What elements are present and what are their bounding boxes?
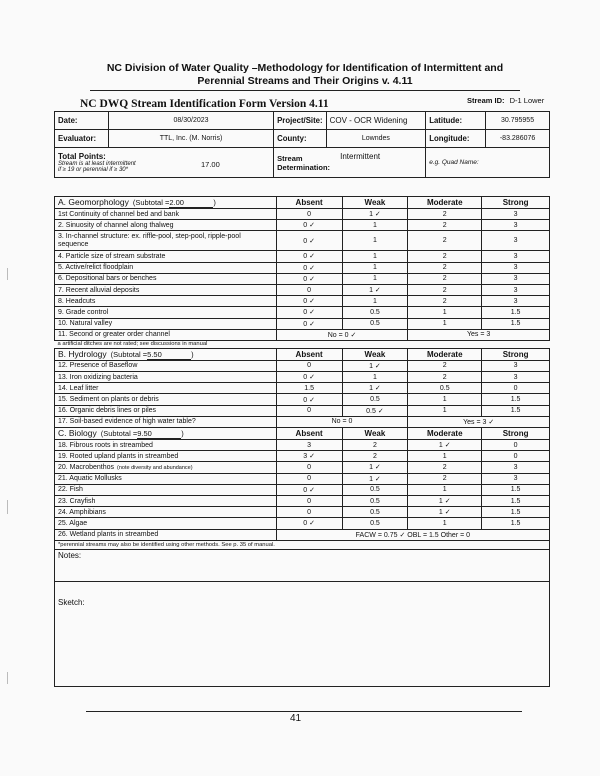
score-absent: 0 ✓ <box>276 307 342 318</box>
quad-name-cell <box>426 148 550 178</box>
score-weak: 1 ✓ <box>342 284 408 295</box>
column-header-moderate: Moderate <box>408 428 482 440</box>
table-row <box>55 518 550 529</box>
score-strong: 1.5 <box>482 307 550 318</box>
evaluator-value: TTL, Inc. (M. Norris) <box>108 130 273 148</box>
latitude-label: Latitude: <box>426 112 486 130</box>
score-weak: 1 <box>342 220 408 231</box>
table-row <box>55 372 550 383</box>
wetland-plant-scores: FACW = 0.75 ✓ OBL = 1.5 Other = 0 <box>276 529 549 540</box>
score-moderate: 1 <box>408 394 482 405</box>
table-row <box>55 462 550 473</box>
subtotal-close: ) <box>181 429 184 438</box>
score-moderate: 1 ✓ <box>408 507 482 518</box>
total-points-cell <box>55 148 274 178</box>
score-moderate: 1 <box>408 318 482 329</box>
date-label: Date: <box>55 112 109 130</box>
score-weak: 0.5 <box>342 495 408 506</box>
table-row <box>55 394 550 405</box>
document-header-line1: NC Division of Water Quality –Methodology for Identification of Intermittent and <box>106 62 504 74</box>
column-header-weak: Weak <box>342 197 408 209</box>
score-strong: 1.5 <box>482 518 550 529</box>
table-row <box>55 451 550 462</box>
score-moderate: 1 <box>408 405 482 416</box>
score-weak: 1 <box>342 273 408 284</box>
column-header-weak: Weak <box>342 428 408 440</box>
determination-label-2: Determination: <box>277 162 331 172</box>
criterion-label: 21. Aquatic Mollusks <box>55 473 277 484</box>
determination-value: Intermittent <box>340 152 381 161</box>
no-score: No = 0 ✓ <box>276 329 408 340</box>
table-row <box>55 251 550 262</box>
score-absent: 0 ✓ <box>276 372 342 383</box>
scoring-table <box>54 196 550 687</box>
score-moderate: 2 <box>408 273 482 284</box>
column-header-absent: Absent <box>276 348 342 360</box>
subtotal-label: (Subtotal = <box>132 198 170 207</box>
criterion-label-note: (note diversity and abundance) <box>117 464 193 471</box>
score-absent: 0 ✓ <box>276 484 342 495</box>
document-header-line2: Perennial Streams and Their Origins v. 4.11 <box>197 75 413 87</box>
section-header-a <box>55 197 550 209</box>
notes-row <box>55 549 550 581</box>
table-row <box>55 273 550 284</box>
column-header-moderate: Moderate <box>408 197 482 209</box>
table-row <box>55 360 550 371</box>
table-row <box>55 383 550 394</box>
longitude-label: Longitude: <box>426 130 486 148</box>
criterion-label: 5. Active/relict floodplain <box>55 262 277 273</box>
score-strong: 3 <box>482 296 550 307</box>
table-row <box>55 231 550 251</box>
score-strong: 3 <box>482 473 550 484</box>
subtotal-label: (Subtotal = <box>110 349 148 359</box>
table-row <box>55 405 550 416</box>
score-absent: 3 ✓ <box>276 451 342 462</box>
county-value: Lowndes <box>326 130 426 148</box>
criterion-label: 14. Leaf litter <box>55 383 277 394</box>
criterion-label: 8. Headcuts <box>55 296 277 307</box>
total-points-note1: Stream is at least intermittent <box>58 161 136 167</box>
section-header-b <box>55 348 550 360</box>
score-absent: 0 <box>276 462 342 473</box>
score-weak: 0.5 <box>342 318 408 329</box>
criterion-label-text: 20. Macrobenthos <box>58 463 115 471</box>
score-moderate: 1 <box>408 451 482 462</box>
score-moderate: 0.5 <box>408 383 482 394</box>
info-row-total <box>55 148 550 178</box>
criterion-label: 11. Second or greater order channel <box>55 329 277 340</box>
score-strong: 1.5 <box>482 318 550 329</box>
score-absent: 1.5 <box>276 383 342 394</box>
score-moderate: 1 ✓ <box>408 440 482 451</box>
table-row <box>55 209 550 220</box>
section-title: A. Geomorphology <box>58 197 129 207</box>
notes-field <box>55 549 550 581</box>
criterion-label: 17. Soil-based evidence of high water table? <box>55 416 277 427</box>
scoring-table-body <box>55 197 550 687</box>
latitude-value: 30.795955 <box>486 112 550 130</box>
score-moderate: 1 <box>408 484 482 495</box>
score-absent: 0 ✓ <box>276 231 342 251</box>
score-absent: 0 ✓ <box>276 296 342 307</box>
notes-label: Notes: <box>58 550 82 560</box>
score-absent: 0 <box>276 284 342 295</box>
score-absent: 0 ✓ <box>276 251 342 262</box>
criterion-label: 19. Rooted upland plants in streambed <box>55 451 277 462</box>
table-row <box>55 284 550 295</box>
footnote-row <box>55 540 550 549</box>
score-absent: 0 ✓ <box>276 273 342 284</box>
score-weak: 1 <box>342 262 408 273</box>
score-moderate: 2 <box>408 296 482 307</box>
info-table <box>54 111 550 178</box>
score-weak: 0.5 <box>342 394 408 405</box>
determination-cell <box>274 148 426 178</box>
subtotal-value: 9.50 <box>137 429 181 439</box>
score-absent: 0 ✓ <box>276 518 342 529</box>
yes-score: Yes = 3 ✓ <box>408 416 550 427</box>
table-row <box>55 495 550 506</box>
info-row-date <box>55 112 550 130</box>
section-header-c <box>55 428 550 440</box>
margin-mark <box>7 500 8 514</box>
score-moderate: 1 ✓ <box>408 495 482 506</box>
score-weak: 1 ✓ <box>342 209 408 220</box>
score-absent: 0 <box>276 209 342 220</box>
score-weak: 1 <box>342 296 408 307</box>
subtotal-close: ) <box>213 198 216 207</box>
margin-mark <box>7 672 8 684</box>
subtotal-close: ) <box>191 349 194 359</box>
table-row <box>55 529 550 540</box>
stream-id <box>467 96 544 105</box>
column-header-strong: Strong <box>482 428 550 440</box>
score-weak: 0.5 <box>342 484 408 495</box>
column-header-moderate: Moderate <box>408 348 482 360</box>
table-row <box>55 416 550 427</box>
score-absent: 0 <box>276 405 342 416</box>
column-header-strong: Strong <box>482 348 550 360</box>
total-points-label: Total Points: <box>58 152 106 161</box>
score-absent: 0 ✓ <box>276 318 342 329</box>
score-strong: 1.5 <box>482 507 550 518</box>
score-weak: 2 <box>342 440 408 451</box>
criterion-label: 1st Continuity of channel bed and bank <box>55 209 277 220</box>
criterion-label: 2. Sinuosity of channel along thalweg <box>55 220 277 231</box>
criterion-label: 25. Algae <box>55 518 277 529</box>
table-row <box>55 507 550 518</box>
score-strong: 1.5 <box>482 484 550 495</box>
score-absent: 0 <box>276 473 342 484</box>
score-moderate: 2 <box>408 262 482 273</box>
score-strong: 0 <box>482 440 550 451</box>
total-points-value: 17.00 <box>201 160 220 169</box>
score-moderate: 2 <box>408 372 482 383</box>
page-number: 41 <box>290 713 302 724</box>
margin-mark <box>7 268 8 280</box>
column-header-strong: Strong <box>482 197 550 209</box>
header-rule <box>90 90 520 91</box>
stream-id-value: D-1 Lower <box>509 96 545 105</box>
project-value: COV - OCR Widening <box>326 112 426 130</box>
footer-rule <box>86 711 522 712</box>
score-weak: 1 ✓ <box>342 383 408 394</box>
score-strong: 3 <box>482 231 550 251</box>
score-strong: 1.5 <box>482 495 550 506</box>
table-row <box>55 440 550 451</box>
form-title: NC DWQ Stream Identification Form Version 4.11 <box>80 98 329 110</box>
sketch-field <box>55 581 550 686</box>
criterion-label: 15. Sediment on plants or debris <box>55 394 277 405</box>
county-label: County: <box>274 130 327 148</box>
score-strong: 3 <box>482 262 550 273</box>
column-header-weak: Weak <box>342 348 408 360</box>
score-strong: 3 <box>482 251 550 262</box>
score-weak: 0.5 ✓ <box>342 405 408 416</box>
score-absent: 0 <box>276 507 342 518</box>
score-moderate: 2 <box>408 284 482 295</box>
section-title: C. Biology <box>58 428 97 438</box>
score-moderate: 2 <box>408 473 482 484</box>
criterion-label: 3. In-channel structure: ex. riffle-pool, step-pool, ripple-pool sequence <box>55 231 277 251</box>
sketch-row <box>55 581 550 686</box>
determination-label-1: Stream <box>277 153 303 163</box>
table-row <box>55 262 550 273</box>
footnote-row <box>55 340 550 348</box>
table-row <box>55 329 550 340</box>
section-title-cell <box>55 428 277 440</box>
score-weak: 1 <box>342 231 408 251</box>
score-moderate: 1 <box>408 518 482 529</box>
criterion-label: 9. Grade control <box>55 307 277 318</box>
score-weak: 0.5 <box>342 518 408 529</box>
section-title: B. Hydrology <box>58 348 107 359</box>
table-row <box>55 296 550 307</box>
score-weak: 0.5 <box>342 307 408 318</box>
score-weak: 1 <box>342 251 408 262</box>
score-absent: 0 <box>276 360 342 371</box>
criterion-label: 4. Particle size of stream substrate <box>55 251 277 262</box>
criterion-label: 6. Depositional bars or benches <box>55 273 277 284</box>
score-absent: 0 ✓ <box>276 394 342 405</box>
table-row <box>55 473 550 484</box>
score-weak: 2 <box>342 451 408 462</box>
score-moderate: 2 <box>408 209 482 220</box>
table-row <box>55 220 550 231</box>
score-absent: 0 ✓ <box>276 262 342 273</box>
subtotal-label: (Subtotal = <box>100 429 138 438</box>
info-row-evaluator <box>55 130 550 148</box>
score-moderate: 2 <box>408 220 482 231</box>
score-strong: 3 <box>482 209 550 220</box>
evaluator-label: Evaluator: <box>55 130 109 148</box>
score-absent: 0 <box>276 495 342 506</box>
table-row <box>55 307 550 318</box>
column-header-absent: Absent <box>276 428 342 440</box>
score-absent: 0 ✓ <box>276 220 342 231</box>
criterion-label <box>55 462 277 473</box>
score-strong: 3 <box>482 372 550 383</box>
score-strong: 3 <box>482 360 550 371</box>
table-row <box>55 484 550 495</box>
criterion-label: 10. Natural valley <box>55 318 277 329</box>
score-absent: 3 <box>276 440 342 451</box>
score-weak: 1 <box>342 372 408 383</box>
criterion-label: 16. Organic debris lines or piles <box>55 405 277 416</box>
score-strong: 1.5 <box>482 394 550 405</box>
criterion-label: 7. Recent alluvial deposits <box>55 284 277 295</box>
perennial-note: *perennial streams may also be identified using other methods. See p. 35 of manual. <box>55 540 550 549</box>
score-strong: 3 <box>482 273 550 284</box>
score-weak: 1 ✓ <box>342 360 408 371</box>
stream-id-label: Stream ID: <box>467 96 505 105</box>
project-label: Project/Site: <box>274 112 327 130</box>
score-moderate: 2 <box>408 251 482 262</box>
no-score: No = 0 <box>276 416 408 427</box>
column-header-absent: Absent <box>276 197 342 209</box>
score-moderate: 2 <box>408 462 482 473</box>
criterion-label: 12. Presence of Baseflow <box>55 360 277 371</box>
date-value: 08/30/2023 <box>108 112 273 130</box>
criterion-label: 24. Amphibians <box>55 507 277 518</box>
sketch-label: Sketch: <box>58 597 85 607</box>
score-weak: 1 ✓ <box>342 473 408 484</box>
criterion-label: 23. Crayfish <box>55 495 277 506</box>
score-strong: 3 <box>482 462 550 473</box>
yes-score: Yes = 3 <box>408 329 550 340</box>
criterion-label: 18. Fibrous roots in streambed <box>55 440 277 451</box>
criterion-label: 13. Iron oxidizing bacteria <box>55 372 277 383</box>
score-weak: 1 ✓ <box>342 462 408 473</box>
score-strong: 1.5 <box>482 405 550 416</box>
score-moderate: 2 <box>408 360 482 371</box>
subtotal-value: 2.00 <box>169 198 213 208</box>
score-strong: 3 <box>482 220 550 231</box>
quad-name-label: e.g. Quad Name: <box>429 159 479 166</box>
section-title-cell <box>55 348 277 360</box>
score-weak: 0.5 <box>342 507 408 518</box>
criterion-label: 22. Fish <box>55 484 277 495</box>
score-moderate: 1 <box>408 307 482 318</box>
criterion-label: 26. Wetland plants in streambed <box>55 529 277 540</box>
subtotal-value: 5.50 <box>147 350 191 360</box>
score-strong: 0 <box>482 451 550 462</box>
total-points-note2: if ≥ 19 or perennial if ≥ 30* <box>58 167 128 173</box>
longitude-value: -83.286076 <box>486 130 550 148</box>
score-strong: 3 <box>482 284 550 295</box>
section-title-cell <box>55 197 277 209</box>
table-row <box>55 318 550 329</box>
artificial-ditch-note: a artificial ditches are not rated; see discussions in manual <box>57 341 208 348</box>
score-moderate: 2 <box>408 231 482 251</box>
score-strong: 0 <box>482 383 550 394</box>
